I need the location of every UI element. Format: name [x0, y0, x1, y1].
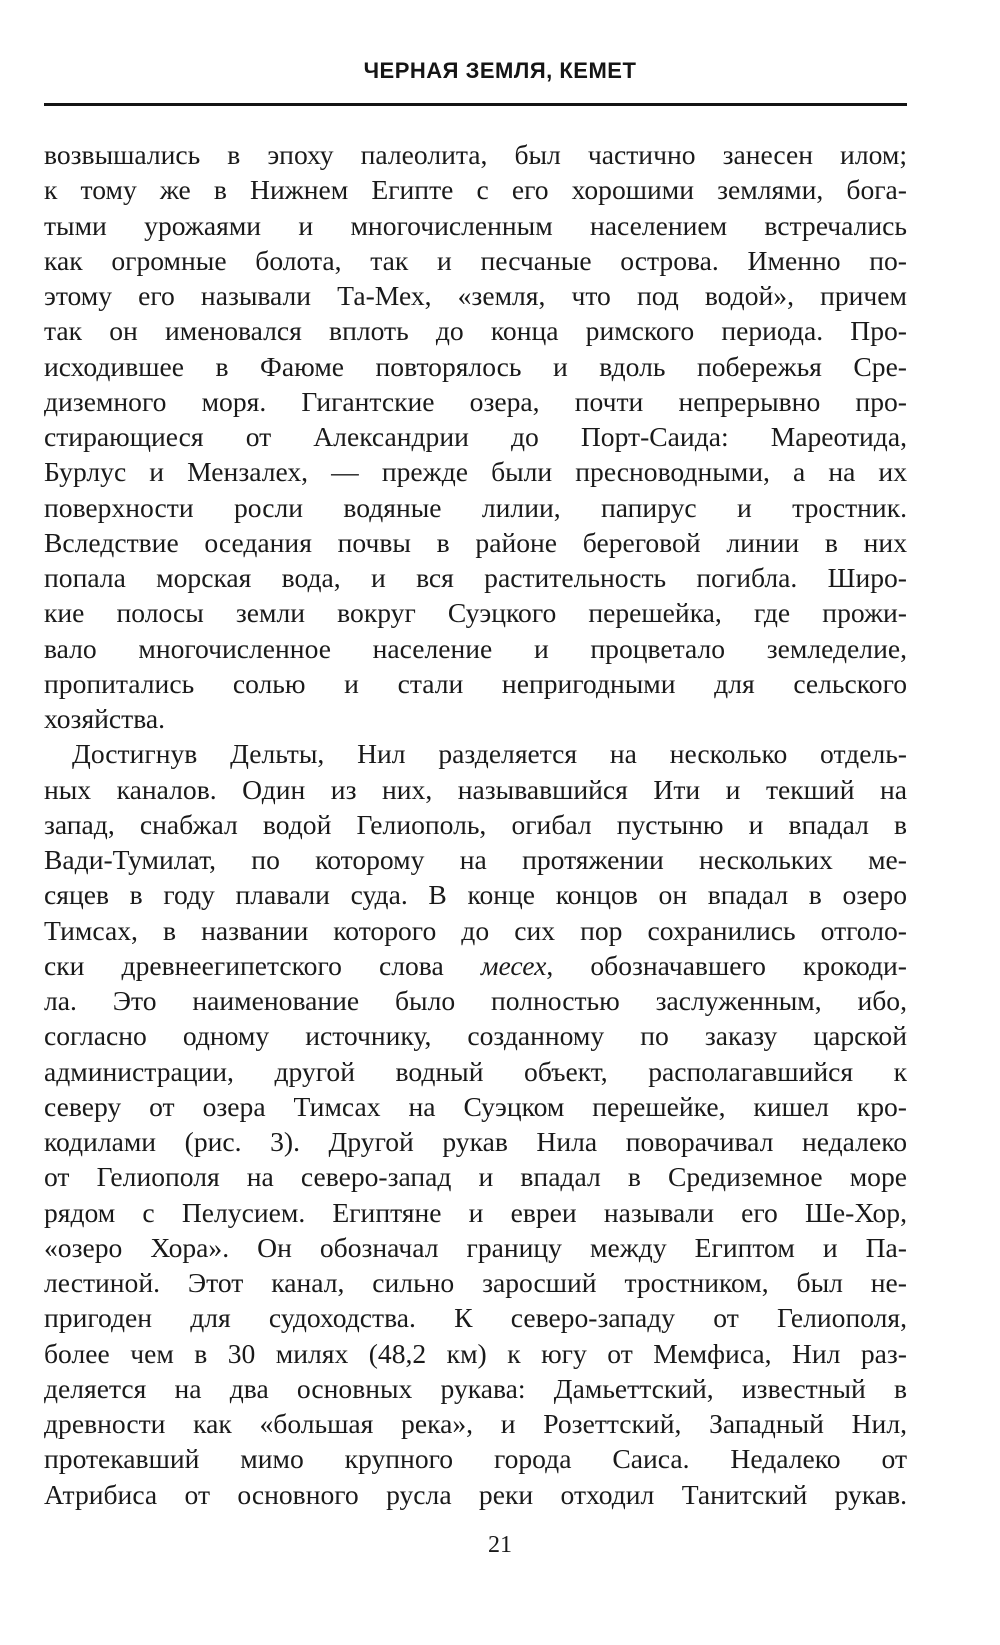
text-line: Достигнув Дельты, Нил разделяется на несколько отдель-	[72, 738, 907, 770]
text-fragment: ски древнеегипетского слова	[44, 949, 444, 981]
text-line: лестиной. Этот канал, сильно заросший тростником, был не-	[44, 1267, 907, 1298]
page-number: 21	[488, 1532, 512, 1558]
text-fragment: л	[44, 985, 58, 1016]
text-line: хозяйства.	[44, 703, 166, 734]
text-fragment: а. Это наименование было полностью заслуженным, ибо,	[57, 985, 907, 1016]
text-line: Вади-Тумилат, по которому на протяжении нескольких ме-	[44, 844, 907, 875]
text-line: Атрибиса от основного русла реки отходил Танитский рукав.	[44, 1478, 907, 1510]
text-line: вало многочисленное население и процветало земледелие,	[44, 632, 907, 664]
body-text	[44, 137, 907, 1512]
text-line: исходившее в Фаюме повторялось и вдоль побережья Сре-	[44, 350, 907, 382]
text-line: попала морская вода, и вся растительность погибла. Широ-	[44, 562, 907, 593]
text-line-with-prefix	[44, 983, 907, 1018]
text-line: диземного моря. Гигантские озера, почти непрерывно про-	[44, 385, 907, 417]
text-line: как огромные болота, так и песчаные острова. Именно по-	[44, 244, 907, 276]
text-line: сяцев в году плавали суда. В конце концов он впадал в озеро	[44, 879, 907, 911]
text-line: администрации, другой водный объект, располагавшийся к	[44, 1055, 907, 1087]
text-line: северу от озера Тимсах на Суэцком перешейке, кишел кро-	[44, 1090, 907, 1122]
text-line: кие полосы земли вокруг Суэцкого перешейка, где прожи-	[44, 597, 907, 629]
text-line: Бурлус и Мензалех, — прежде были пресноводными, а на их	[44, 456, 907, 488]
text-line: стирающиеся от Александрии до Порт-Саида: Мареотида,	[44, 421, 907, 452]
text-line: поверхности росли водяные лилии, папирус и тростник.	[44, 491, 907, 523]
text-line: к тому же в Нижнем Египте с его хорошими землями, бога-	[44, 174, 907, 206]
italic-term: месех	[480, 949, 547, 981]
text-line: возвышались в эпоху палеолита, был частично занесен илом;	[44, 139, 907, 170]
text-line: деляется на два основных рукава: Дамьеттский, известный в	[44, 1372, 907, 1404]
text-line: пригоден для судоходства. К северо-западу от Гелиополя,	[44, 1302, 907, 1334]
text-line: Вследствие оседания почвы в районе береговой линии в них	[44, 526, 907, 558]
text-line: Тимсах, в названии которого до сих пор сохранились отголо-	[44, 914, 907, 946]
text-line: пропитались солью и стали непригодными для сельского	[44, 667, 907, 699]
text-line: древности как «большая река», и Розеттский, Западный Нил,	[44, 1408, 907, 1439]
text-line: кодилами (рис. 3). Другой рукав Нила поворачивал недалеко	[44, 1126, 907, 1157]
text-line: протекавший мимо крупного города Саиса. Недалеко от	[44, 1443, 907, 1475]
text-line-with-italic	[44, 948, 907, 983]
text-line: от Гелиополя на северо-запад и впадал в Средиземное море	[44, 1161, 907, 1193]
text-line: согласно одному источнику, созданному по заказу царской	[44, 1020, 907, 1052]
text-line: так он именовался вплоть до конца римского периода. Про-	[44, 315, 907, 347]
text-line: тыми урожаями и многочисленным населением встречались	[44, 209, 907, 241]
text-line: «озеро Хора». Он обозначал границу между Египтом и Па-	[44, 1231, 907, 1263]
text-line: ных каналов. Один из них, называвшийся Ити и текший на	[44, 773, 907, 805]
header-rule	[44, 103, 907, 106]
text-line: этому его называли Та-Мех, «земля, что под водой», причем	[44, 280, 907, 311]
text-line: запад, снабжал водой Гелиополь, огибал пустыню и впадал в	[44, 808, 907, 840]
running-header: ЧЕРНАЯ ЗЕМЛЯ, КЕМЕТ	[363, 58, 637, 83]
text-line: более чем в 30 милях (48,2 км) к югу от Мемфиса, Нил раз-	[44, 1337, 907, 1369]
text-fragment: , обозначавшего крокоди-	[546, 949, 907, 981]
text-line: рядом с Пелусием. Египтяне и евреи называли его Ше-Хор,	[44, 1196, 907, 1228]
